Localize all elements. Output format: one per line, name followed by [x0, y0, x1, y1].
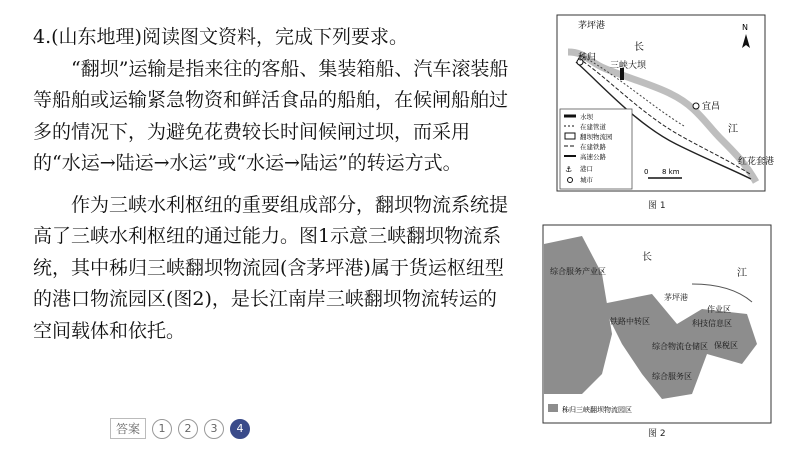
scale-dist: 8 km [662, 168, 680, 176]
page-4-button[interactable]: 4 [230, 419, 250, 439]
zone-label: 综合服务区 [652, 372, 692, 381]
zone-label: 茅坪港 [664, 293, 688, 302]
answer-button[interactable]: 答案 [110, 418, 146, 439]
legend-symbol [568, 178, 573, 183]
legend-item: 水坝 [580, 113, 593, 121]
zone-label: 保税区 [714, 341, 738, 350]
figure-2-map [542, 224, 772, 439]
label-dam: 三峡大坝 [610, 61, 647, 71]
page-1-button[interactable]: 1 [152, 419, 172, 439]
legend-item: 高速公路 [580, 153, 606, 161]
paragraph-2: 作为三峡水利枢纽的重要组成部分，翻坝物流系统提高了三峡水利枢纽的通过能力。图1示意三峡翻坝物流系统，其中秭归三峡翻坝物流园(含茅坪港)属于货运枢纽型的港口物流园区(图2)，是长江南岸三峡翻坝物流转运的空间载体和依托。 [33, 193, 509, 342]
paragraph-1: “翻坝”运输是指来往的客船、集装箱船、汽车滚装船等船舶或运输紧急物资和鲜活食品的船舶，在候闸船舶过多的情况下，为避免花费较长时间候闸过坝，而采用的“水运→陆运→水运”或“水运→陆运”的转运方式。 [33, 57, 509, 174]
label-zigui: 秭归 [578, 53, 597, 63]
label-north: N [742, 23, 748, 32]
figure-1-caption: 图 1 [648, 201, 666, 211]
legend-item: 在建管道 [580, 123, 606, 131]
zone-label: 综合服务产业区 [550, 267, 606, 276]
zone-label: 作业区 [707, 305, 731, 314]
question-text [33, 22, 513, 347]
legend-symbol [565, 133, 575, 139]
label-river-jiang: 江 [728, 124, 738, 135]
legend-swatch [548, 404, 558, 412]
page-2-button[interactable]: 2 [178, 419, 198, 439]
figure-1-svg [556, 14, 775, 194]
legend-item: 在建铁路 [580, 143, 606, 151]
label-maopinggang: 茅坪港 [578, 21, 606, 31]
zone-label: 长 [642, 252, 652, 263]
legend-label: 秭归三峡翻坝物流园区 [562, 406, 632, 414]
anchor-icon: ⚓ [565, 165, 573, 174]
figure-2-caption: 图 2 [648, 429, 666, 439]
question-nav [110, 418, 250, 439]
zone-label: 综合物流仓储区 [652, 342, 708, 351]
legend-item: 城市 [580, 176, 593, 184]
scale-zero: 0 [644, 168, 649, 176]
figure-1-map [556, 14, 775, 211]
zone-label: 江 [737, 268, 747, 279]
zone-label: 科技信息区 [692, 319, 732, 328]
figure-2-svg [542, 224, 772, 424]
label-honghua: 红花套港 [738, 157, 775, 167]
label-river-chang: 长 [634, 42, 644, 53]
zone-label: 铁路中转区 [610, 317, 650, 326]
legend-item: 港口 [580, 165, 593, 173]
city-yichang [693, 103, 699, 109]
question-title: 4.(山东地理)阅读图文资料，完成下列要求。 [33, 26, 408, 48]
label-yichang: 宜昌 [702, 102, 721, 112]
page-3-button[interactable]: 3 [204, 419, 224, 439]
legend-item: 翻坝物流园 [580, 133, 613, 141]
